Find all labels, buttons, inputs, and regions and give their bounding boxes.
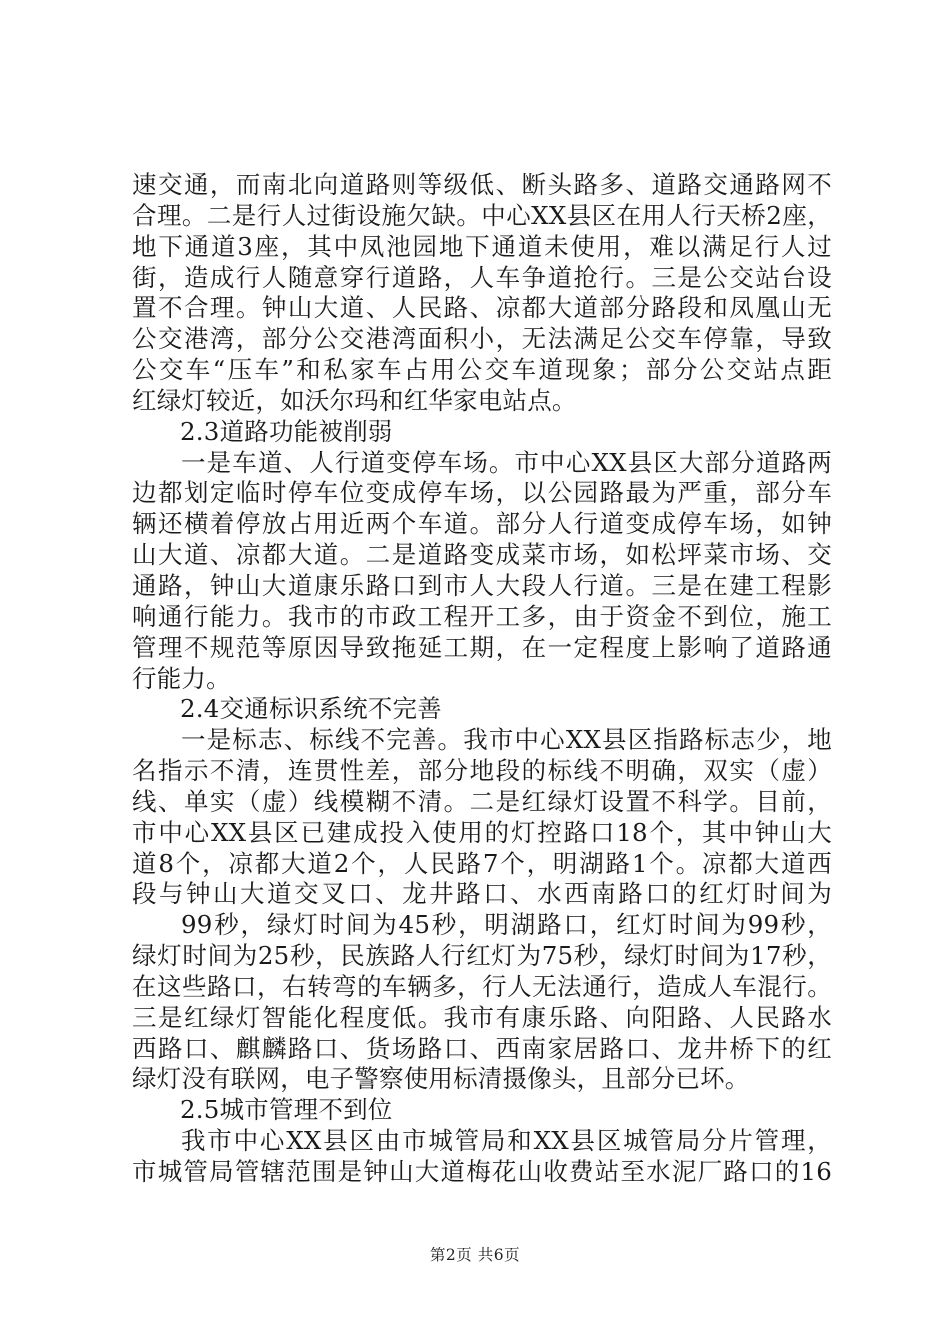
text-line: 合理。二是行人过街设施欠缺。中心XX县区在用人行天桥2座，: [132, 200, 832, 230]
section-heading-2-4: 2.4交通标识系统不完善: [180, 694, 442, 724]
text-line: 红绿灯较近，如沃尔玛和红华家电站点。: [132, 385, 577, 415]
text-line: 公交港湾，部分公交港湾面积小，无法满足公交车停靠，导致: [132, 324, 832, 354]
text-line: 辆还横着停放占用近两个车道。部分人行道变成停车场，如钟: [132, 509, 832, 539]
text-line: 三是红绿灯智能化程度低。我市有康乐路、向阳路、人民路水: [132, 1002, 832, 1032]
section-heading-2-5: 2.5城市管理不到位: [180, 1095, 393, 1125]
text-line: 我市中心XX县区由市城管局和XX县区城管局分片管理，: [181, 1126, 832, 1156]
text-line: 一是标志、标线不完善。我市中心XX县区指路标志少，地: [181, 725, 832, 755]
text-line: 山大道、凉都大道。二是道路变成菜市场，如松坪菜市场、交: [132, 540, 832, 570]
page-number-footer: 第2页 共6页: [429, 1246, 521, 1264]
paragraph-road-network: [132, 170, 832, 417]
text-line: 绿灯时间为25秒，民族路人行红灯为75秒，绿灯时间为17秒，: [132, 941, 832, 971]
text-line: 在这些路口，右转弯的车辆多，行人无法通行，造成人车混行。: [132, 971, 832, 1001]
text-line: 线、单实（虚）线模糊不清。二是红绿灯设置不科学。目前，: [132, 786, 832, 816]
text-line: 行能力。: [132, 663, 231, 693]
text-line: 通路，钟山大道康乐路口到市人大段人行道。三是在建工程影: [132, 570, 832, 600]
text-line: 公交车“压车”和私家车占用公交车道现象；部分公交站点距: [132, 355, 832, 385]
text-line: 西路口、麒麟路口、货场路口、西南家居路口、龙井桥下的红: [132, 1033, 832, 1063]
text-line: 段与钟山大道交叉口、龙井路口、水西南路口的红灯时间为: [132, 879, 832, 909]
document-body: [132, 170, 832, 1188]
text-line: 速交通，而南北向道路则等级低、断头路多、道路交通路网不: [132, 170, 832, 199]
paragraph-signal-timing: [132, 910, 832, 1095]
text-line: 地下通道3座，其中凤池园地下通道未使用，难以满足行人过: [132, 231, 832, 261]
text-line: 响通行能力。我市的市政工程开工多，由于资金不到位，施工: [132, 601, 832, 631]
text-line: 道8个，凉都大道2个，人民路7个，明湖路1个。凉都大道西: [132, 848, 832, 878]
text-line: 管理不规范等原因导致拖延工期，在一定程度上影响了道路通: [132, 632, 832, 662]
paragraph-traffic-signs: [132, 725, 832, 910]
text-line: 99秒，绿灯时间为45秒，明湖路口，红灯时间为99秒，: [181, 910, 832, 940]
text-line: 名指示不清，连贯性差，部分地段的标线不明确，双实（虚）: [132, 756, 832, 786]
text-line: 绿灯没有联网，电子警察使用标清摄像头，且部分已坏。: [132, 1064, 750, 1094]
section-heading-2-3: 2.3道路功能被削弱: [180, 416, 393, 446]
text-line: 市中心XX县区已建成投入使用的灯控路口18个，其中钟山大: [132, 817, 832, 847]
text-line: 街，造成行人随意穿行道路，人车争道抢行。三是公交站台设: [132, 262, 832, 292]
text-line: 边都划定临时停车位变成停车场，以公园路最为严重，部分车: [132, 478, 832, 508]
paragraph-road-function: [132, 448, 832, 695]
text-line: 一是车道、人行道变停车场。市中心XX县区大部分道路两: [181, 447, 832, 477]
paragraph-city-management: [132, 1126, 832, 1188]
text-line: 市城管局管辖范围是钟山大道梅花山收费站至水泥厂路口的16: [132, 1157, 832, 1186]
text-line: 置不合理。钟山大道、人民路、凉都大道部分路段和凤凰山无: [132, 293, 832, 323]
